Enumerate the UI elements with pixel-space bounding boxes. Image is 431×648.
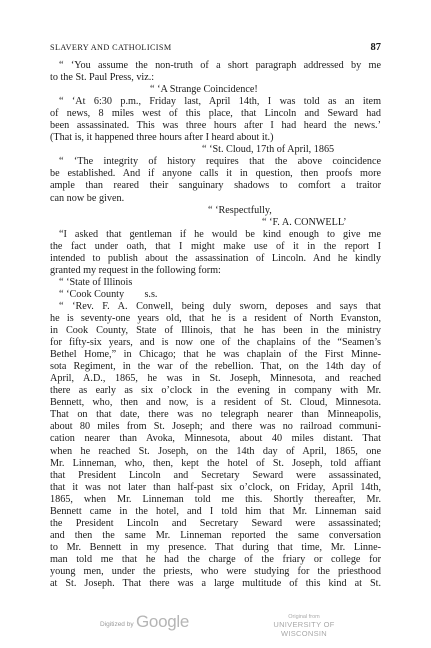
text-line: in Cook County, State of Illinois, that he has been in the ministry	[50, 325, 381, 337]
text-line: when he reached St. Joseph, on the 14th day of April, 1865, one	[50, 445, 381, 457]
text-line: there as early as six o’clock in the evening in company with Mr.	[50, 385, 381, 397]
original-from-label: Original from	[288, 614, 320, 620]
text-line: sota Regiment, in the war of the rebellion. That, on the 14th day of	[50, 361, 381, 373]
text-line: the President Lincoln and Secretary Seward were assassinated;	[50, 517, 381, 529]
text-line: intended to publish about the assassination of Lincoln. And he kindly	[50, 252, 381, 264]
page-number: 87	[370, 42, 381, 53]
text-line: April, A.D., 1865, he was in St. Joseph, Minnesota, and reached	[50, 373, 381, 385]
source-library: UNIVERSITY OF WISCONSIN	[273, 620, 335, 638]
text-line: Bennett came in the hotel, and I told him that Mr. Linneman said	[50, 505, 381, 517]
text-line: “ ‘State of Illinois	[59, 276, 133, 288]
text-line: “ ‘F. A. CONWELL’	[262, 216, 347, 228]
text-line: about 80 miles from St. Joseph; and there was no railroad communi-	[50, 421, 381, 433]
body-text	[50, 60, 381, 590]
text-line: 1865, when Mr. Linneman told me this. Shortly thereafter, Mr.	[50, 493, 381, 505]
text-line: That on that date, there was no telegraph nearer than Minneapolis,	[50, 409, 381, 421]
text-line: can now be given.	[50, 192, 125, 204]
text-line: the fact under oath, that I might make use of it in the report I	[50, 240, 381, 252]
text-line: be established. And if anyone calls it in question, then proofs more	[50, 168, 381, 180]
text-line: “ ‘At 6:30 p.m., Friday last, April 14th, I was told as an item	[59, 96, 381, 108]
text-line: “ ‘Rev. F. A. Conwell, being duly sworn, deposes and says that	[59, 300, 381, 312]
running-head: SLAVERY AND CATHOLICISM	[50, 43, 172, 52]
text-line: that it was not later than half-past six o’clock, on Friday, April 14th,	[50, 481, 381, 493]
text-line: “ ‘You assume the non-truth of a short paragraph addressed by me	[59, 60, 381, 71]
text-line: “ ‘Cook County s.s.	[59, 288, 158, 300]
text-line: young men, under the priests, who were studying for the priesthood	[50, 565, 381, 577]
original-source-block	[254, 614, 354, 638]
text-line: of news, 8 miles west of this place, that Lincoln and Seward had	[50, 108, 381, 120]
text-line: Bethel Home,” in Chicago; that he was chaplain of the First Minne-	[50, 349, 381, 361]
text-line: man told me that he had the charge of the friary or college for	[50, 553, 381, 565]
text-line: to the St. Paul Press, viz.:	[50, 72, 155, 84]
text-line: for fifty-six years, and is now one of the chaplains of the “Seamen’s	[50, 337, 381, 349]
text-line: Bennett, who, then and now, is a resident of St. Cloud, Minnesota.	[50, 397, 381, 409]
text-line: ample than reared their sanguinary shadows to comfort a traitor	[50, 180, 381, 192]
text-line: to Mr. Bennett in my presence. That during that time, Mr. Linne-	[50, 541, 381, 553]
text-line: granted my request in the following form:	[50, 264, 221, 276]
text-line: “ ‘St. Cloud, 17th of April, 1865	[202, 144, 335, 156]
digitized-by-label: Digitized by	[100, 621, 134, 628]
text-line: and then the same Mr. Linneman reported the same conversation	[50, 529, 381, 541]
page-header	[50, 42, 381, 53]
text-line: Mr. Linneman, who, then, kept the hotel of St. Joseph, told affiant	[50, 457, 381, 469]
text-line: “I asked that gentleman if he would be kind enough to give me	[59, 228, 381, 240]
google-logo: Google	[136, 612, 190, 631]
text-line: he is seventy-one years old, that he is a resident of North Evanston,	[50, 312, 381, 324]
text-line: “ ‘Respectfully,	[208, 204, 272, 216]
text-line: at St. Joseph. That there was a large multitude of this kind at St.	[50, 578, 381, 590]
digitization-footer	[0, 612, 431, 636]
text-line: “ ‘The integrity of history requires that the above coincidence	[59, 156, 381, 168]
text-line: cation nearer than Avoka, Minnesota, about 40 miles distant. That	[50, 433, 381, 445]
text-line: that President Lincoln and Secretary Seward were assassinated,	[50, 469, 381, 481]
text-line: “ ‘A Strange Coincidence!	[150, 84, 258, 96]
text-line: (That is, it happened three hours after I heard about it.)	[50, 132, 274, 144]
text-line: been assassinated. This was three hours after I had heard the news.’	[50, 120, 381, 132]
